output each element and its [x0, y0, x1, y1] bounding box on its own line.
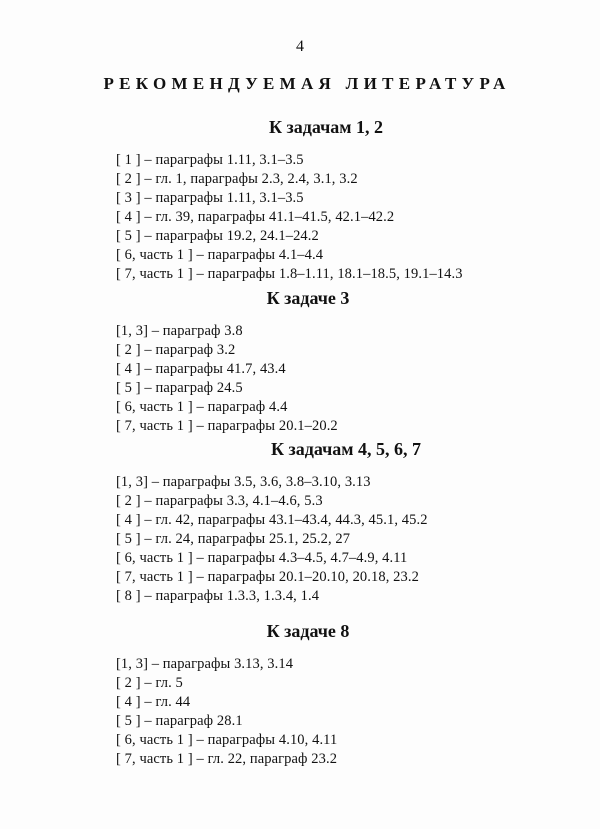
reference-item: [ 6, часть 1 ] – параграфы 4.10, 4.11 [116, 732, 338, 748]
reference-item: [ 4 ] – гл. 42, параграфы 43.1–43.4, 44.3, 45.1, 45.2 [116, 512, 428, 528]
reference-item: [ 7, часть 1 ] – параграфы 20.1–20.2 [116, 418, 338, 434]
reference-item: [ 7, часть 1 ] – параграфы 20.1–20.10, 20.18, 23.2 [116, 569, 419, 585]
page-title: РЕКОМЕНДУЕМАЯ ЛИТЕРАТУРА [103, 74, 511, 93]
reference-item: [ 4 ] – гл. 44 [116, 694, 191, 710]
reference-item: [ 6, часть 1 ] – параграф 4.4 [116, 399, 288, 415]
reference-item: [ 1 ] – параграфы 1.11, 3.1–3.5 [116, 152, 304, 168]
reference-list [116, 655, 556, 769]
reference-item: [ 5 ] – параграф 28.1 [116, 713, 243, 729]
reference-item: [ 3 ] – параграфы 1.11, 3.1–3.5 [116, 190, 304, 206]
section-heading: К задачам 1, 2 [268, 117, 384, 137]
reference-item: [ 7, часть 1 ] – гл. 22, параграф 23.2 [116, 751, 338, 767]
reference-item: [ 5 ] – параграф 24.5 [116, 380, 243, 396]
reference-item: [ 5 ] – параграфы 19.2, 24.1–24.2 [116, 228, 319, 244]
reference-item: [ 6, часть 1 ] – параграфы 4.1–4.4 [116, 247, 324, 263]
section-heading: К задаче 3 [266, 288, 350, 308]
reference-item: [ 2 ] – параграф 3.2 [116, 342, 236, 358]
section-heading: К задаче 8 [266, 621, 350, 641]
section-task-3 [116, 286, 556, 436]
reference-item: [1, 3] – параграф 3.8 [116, 323, 243, 339]
reference-item: [ 4 ] – гл. 39, параграфы 41.1–41.5, 42.1–42.2 [116, 209, 395, 225]
reference-item: [ 5 ] – гл. 24, параграфы 25.1, 25.2, 27 [116, 531, 351, 547]
reference-item: [ 4 ] – параграфы 41.7, 43.4 [116, 361, 286, 377]
page-number: 4 [296, 38, 304, 55]
section-tasks-1-2 [116, 115, 556, 284]
reference-item: [ 2 ] – параграфы 3.3, 4.1–4.6, 5.3 [116, 493, 323, 509]
reference-item: [1, 3] – параграфы 3.5, 3.6, 3.8–3.10, 3.13 [116, 474, 371, 490]
reference-item: [ 7, часть 1 ] – параграфы 1.8–1.11, 18.1–18.5, 19.1–14.3 [116, 266, 463, 282]
section-tasks-4-7 [116, 437, 556, 606]
section-heading: К задачам 4, 5, 6, 7 [270, 439, 422, 459]
reference-item: [ 2 ] – гл. 1, параграфы 2.3, 2.4, 3.1, 3.2 [116, 171, 358, 187]
reference-list [116, 473, 556, 606]
reference-item: [ 8 ] – параграфы 1.3.3, 1.3.4, 1.4 [116, 588, 320, 604]
reference-item: [ 2 ] – гл. 5 [116, 675, 183, 691]
reference-list [116, 322, 556, 436]
reference-item: [1, 3] – параграфы 3.13, 3.14 [116, 656, 294, 672]
section-task-8 [116, 619, 556, 769]
reference-item: [ 6, часть 1 ] – параграфы 4.3–4.5, 4.7–4.9, 4.11 [116, 550, 408, 566]
reference-list [116, 151, 556, 284]
